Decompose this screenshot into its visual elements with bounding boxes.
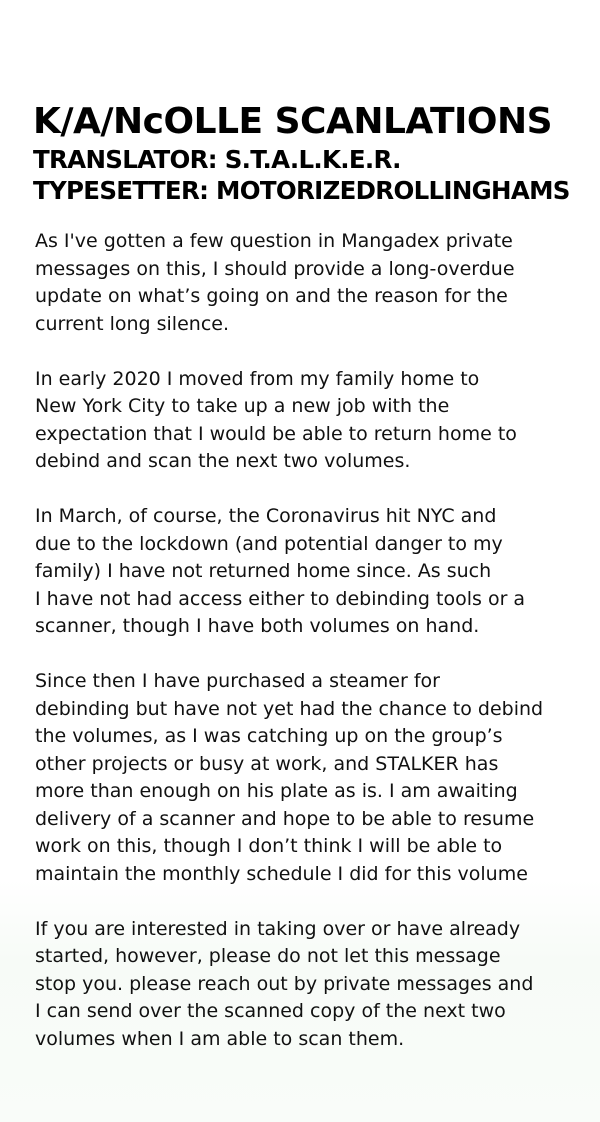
credits-header: [33, 100, 593, 206]
message-line: Since then I have purchased a steamer for: [35, 670, 440, 692]
message-line: expectation that I would be able to return home to: [35, 422, 517, 445]
status-message: [35, 228, 585, 1081]
message-line: current long silence.: [35, 312, 229, 335]
message-line: In March, of course, the Coronavirus hit NYC and: [35, 505, 497, 527]
message-paragraph-4: [35, 668, 585, 888]
translator-credit: TRANSLATOR: S.T.A.L.K.E.R.: [33, 145, 401, 174]
message-line: In early 2020 I moved from my family home to: [35, 367, 480, 390]
message-line: volumes when I am able to scan them.: [35, 1027, 405, 1050]
message-line: If you are interested in taking over or have already: [35, 917, 521, 940]
message-line: maintain the monthly schedule I did for this volume: [35, 862, 528, 885]
message-line: I have not had access either to debinding tools or a: [35, 587, 526, 610]
typesetter-credit: TYPESETTER: MOTORIZEDROLLINGHAMS: [33, 176, 570, 205]
message-paragraph-2: [35, 366, 585, 476]
message-line: stop you. please reach out by private messages and: [35, 972, 534, 995]
message-line: work on this, though I don’t think I will be able to: [35, 835, 503, 857]
message-line: family) I have not returned home since. As such: [35, 560, 492, 582]
group-name-heading: K/A/NcOLLE SCANLATIONS: [33, 101, 553, 142]
message-line: debind and scan the next two volumes.: [35, 450, 411, 472]
message-line: New York City to take up a new job with the: [35, 395, 450, 417]
message-line: the volumes, as I was catching up on the group’s: [35, 725, 503, 747]
message-line: due to the lockdown (and potential danger to my: [35, 532, 503, 555]
message-paragraph-1: [35, 228, 585, 338]
message-line: more than enough on his plate as is. I am awaiting: [35, 780, 518, 802]
message-line: messages on this, I should provide a long-overdue: [35, 257, 515, 280]
message-line: scanner, though I have both volumes on hand.: [35, 615, 480, 637]
message-line: delivery of a scanner and hope to be able to resume: [35, 807, 535, 830]
message-paragraph-5: [35, 916, 585, 1054]
message-line: update on what’s going on and the reason for the: [35, 285, 508, 307]
message-line: I can send over the scanned copy of the next two: [35, 1000, 506, 1022]
message-paragraph-3: [35, 503, 585, 641]
message-line: debinding but have not yet had the chance to debind: [35, 697, 544, 720]
message-line: As I've gotten a few question in Mangadex private: [35, 230, 513, 252]
message-line: started, however, please do not let this message: [35, 945, 501, 967]
message-line: other projects or busy at work, and STALKER has: [35, 752, 499, 775]
